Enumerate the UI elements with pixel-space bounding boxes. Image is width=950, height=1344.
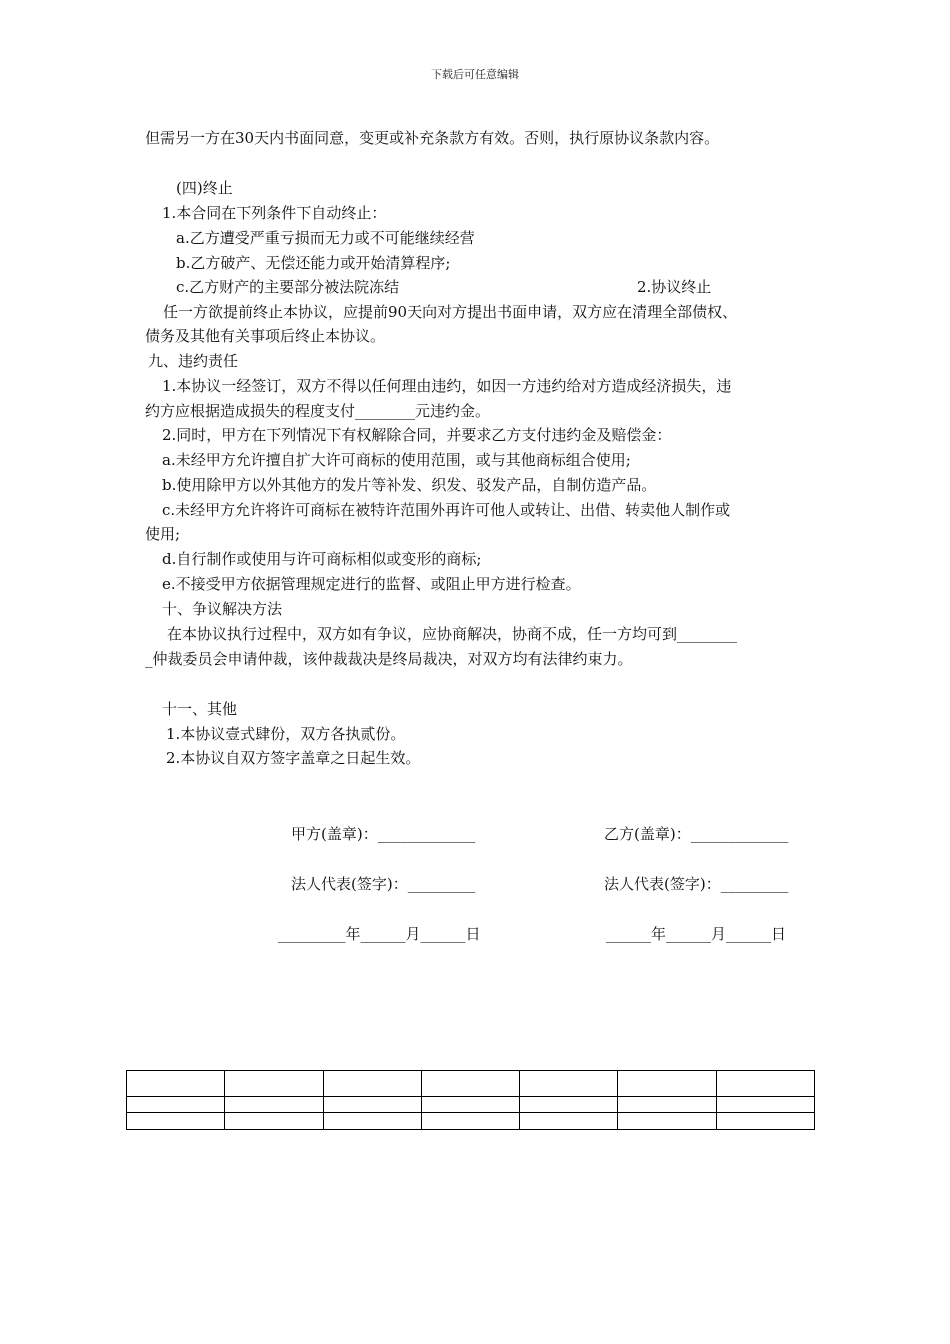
clause-item: c.乙方财产的主要部分被法院冻结 [176, 278, 400, 296]
table-row [127, 1071, 815, 1097]
blank-table [126, 1070, 815, 1130]
party-a-date-field: _________年______月______日 [278, 925, 481, 943]
page-header: 下载后可任意编辑 [431, 68, 519, 81]
clause-item: a.未经甲方允许擅自扩大许可商标的使用范围，或与其他商标组合使用; [162, 451, 631, 469]
section-heading: (四)终止 [176, 179, 233, 197]
table-cell [421, 1113, 519, 1130]
table-cell [127, 1071, 225, 1097]
party-b-seal-field: 乙方(盖章)：_____________ [604, 825, 789, 843]
table-cell [520, 1071, 618, 1097]
table-cell [225, 1071, 323, 1097]
section-heading: 十、争议解决方法 [162, 600, 283, 618]
party-a-rep-field: 法人代表(签字)：_________ [291, 875, 476, 893]
party-b-date-field: ______年______月______日 [606, 925, 787, 943]
paragraph-line: _仲裁委员会申请仲裁，该仲裁裁决是终局裁决，对双方均有法律约束力。 [145, 650, 633, 668]
table-cell [127, 1113, 225, 1130]
clause-line: 2.同时，甲方在下列情况下有权解除合同，并要求乙方支付违约金及赔偿金： [162, 426, 672, 444]
clause-item: e.不接受甲方依据管理规定进行的监督、或阻止甲方进行检查。 [162, 575, 581, 593]
table-row [127, 1097, 815, 1113]
party-b-rep-field: 法人代表(签字)：_________ [604, 875, 789, 893]
table-cell [716, 1113, 814, 1130]
table-cell [323, 1071, 421, 1097]
paragraph-line: 但需另一方在30天内书面同意，变更或补充条款方有效。否则，执行原协议条款内容。 [145, 129, 720, 147]
clause-item: b.使用除甲方以外其他方的发片等补发、织发、驳发产品，自制仿造产品。 [162, 476, 657, 494]
table-cell [421, 1097, 519, 1113]
paragraph-line: 约方应根据造成损失的程度支付________元违约金。 [145, 402, 491, 420]
table-cell [618, 1071, 716, 1097]
party-a-seal-field: 甲方(盖章)：_____________ [291, 825, 476, 843]
clause-item: d.自行制作或使用与许可商标相似或变形的商标; [162, 550, 482, 568]
paragraph-line: 债务及其他有关事项后终止本协议。 [145, 327, 386, 345]
table-cell [225, 1097, 323, 1113]
clause-line: 1.本协议一经签订，双方不得以任何理由违约，如因一方违约给对方造成经济损失，违 [162, 377, 732, 395]
section-heading: 十一、其他 [162, 700, 238, 718]
table-cell [716, 1097, 814, 1113]
clause-item: c.未经甲方允许将许可商标在被特许范围外再许可他人或转让、出借、转卖他人制作或 [162, 501, 731, 519]
table-cell [225, 1113, 323, 1130]
clause-line: 2.协议终止 [637, 278, 712, 296]
table-cell [618, 1097, 716, 1113]
table-cell [520, 1097, 618, 1113]
paragraph-line: 使用; [145, 525, 181, 543]
clause-line: 1.本合同在下列条件下自动终止： [162, 204, 387, 222]
clause-item: b.乙方破产、无偿还能力或开始清算程序; [176, 254, 451, 272]
table-row [127, 1113, 815, 1130]
table-cell [421, 1071, 519, 1097]
paragraph-line: 在本协议执行过程中，双方如有争议，应协商解决，协商不成，任一方均可到________ [167, 625, 738, 643]
clause-item: a.乙方遭受严重亏损而无力或不可能继续经营 [176, 229, 475, 247]
section-heading: 九、违约责任 [148, 352, 239, 370]
table-cell [323, 1113, 421, 1130]
paragraph-line: 任一方欲提前终止本协议，应提前90天向对方提出书面申请，双方应在清理全部债权、 [163, 303, 738, 321]
clause-line: 1.本协议壹式肆份，双方各执贰份。 [166, 725, 406, 743]
table-cell [520, 1113, 618, 1130]
table-cell [127, 1097, 225, 1113]
table-cell [716, 1071, 814, 1097]
table-cell [618, 1113, 716, 1130]
table-cell [323, 1097, 421, 1113]
clause-line: 2.本协议自双方签字盖章之日起生效。 [166, 749, 421, 767]
